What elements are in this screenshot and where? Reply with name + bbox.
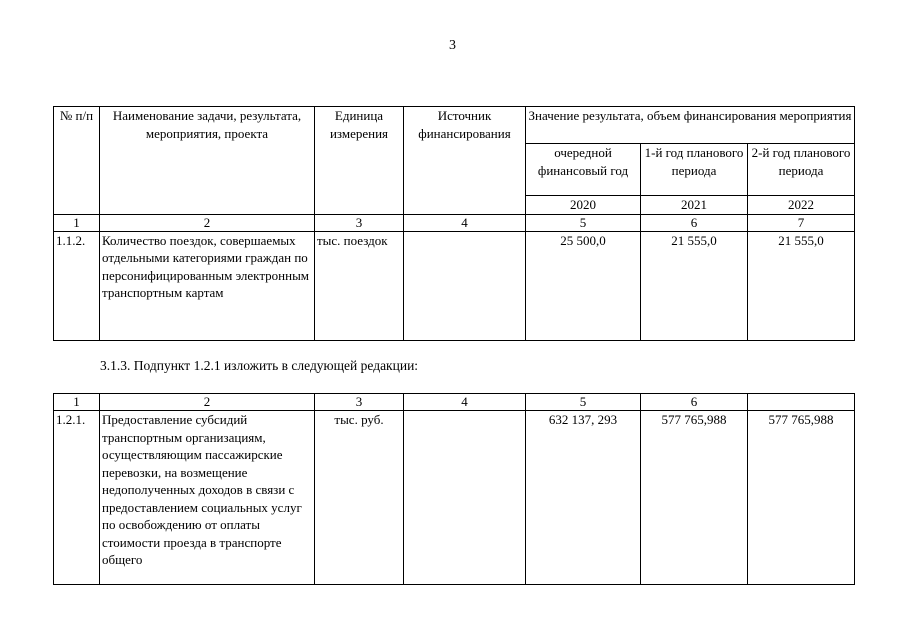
row-value-2020: 632 137, 293 [526,411,641,585]
row-num: 1.1.2. [54,231,100,340]
col-number [748,394,855,411]
row-value-2020: 25 500,0 [526,231,641,340]
row-value-2021: 577 765,988 [641,411,748,585]
header-source: Источник финансирования [404,107,526,215]
row-value-2022: 21 555,0 [748,231,855,340]
header-current-year: очередной финансовый год [526,144,641,196]
results-table [53,106,855,341]
row-source [404,231,526,340]
row-value-2021: 21 555,0 [641,231,748,340]
col-number: 5 [526,394,641,411]
row-unit: тыс. руб. [315,411,404,585]
amendment-note: 3.1.3. Подпункт 1.2.1 изложить в следующей редакции: [100,358,419,373]
header-year-2022: 2022 [748,196,855,215]
row-value-2022: 577 765,988 [748,411,855,585]
header-year-2020: 2020 [526,196,641,215]
row-source [404,411,526,585]
amended-table [53,393,855,585]
header-unit: Единица измерения [315,107,404,215]
header-value-group: Значение результата, объем финансирования мероприятия [526,107,855,144]
header-num: № п/п [54,107,100,215]
col-number: 6 [641,214,748,231]
row-name: Предоставление субсидий транспортным организациям, осуществляющим пассажирские перевозки, на возмещение недополученных доходов в связи с предоставлением социальных услуг по освобождению от оплаты стоимости проезда в транспорте общего [100,411,315,585]
header-year-2021: 2021 [641,196,748,215]
header-name: Наименование задачи, результата, мероприятия, проекта [100,107,315,215]
col-number: 5 [526,214,641,231]
page-number: 3 [449,38,456,53]
row-num: 1.2.1. [54,411,100,585]
col-number: 3 [315,394,404,411]
col-number: 3 [315,214,404,231]
col-number: 4 [404,394,526,411]
col-number: 2 [100,394,315,411]
col-number: 1 [54,214,100,231]
header-plan-year-2: 2-й год планового периода [748,144,855,196]
row-unit: тыс. поездок [315,231,404,340]
col-number: 4 [404,214,526,231]
col-number: 1 [54,394,100,411]
header-plan-year-1: 1-й год планового периода [641,144,748,196]
row-name: Количество поездок, совершаемых отдельными категориями граждан по персонифицированным электронным транспортным картам [100,231,315,340]
col-number: 2 [100,214,315,231]
col-number: 7 [748,214,855,231]
col-number: 6 [641,394,748,411]
